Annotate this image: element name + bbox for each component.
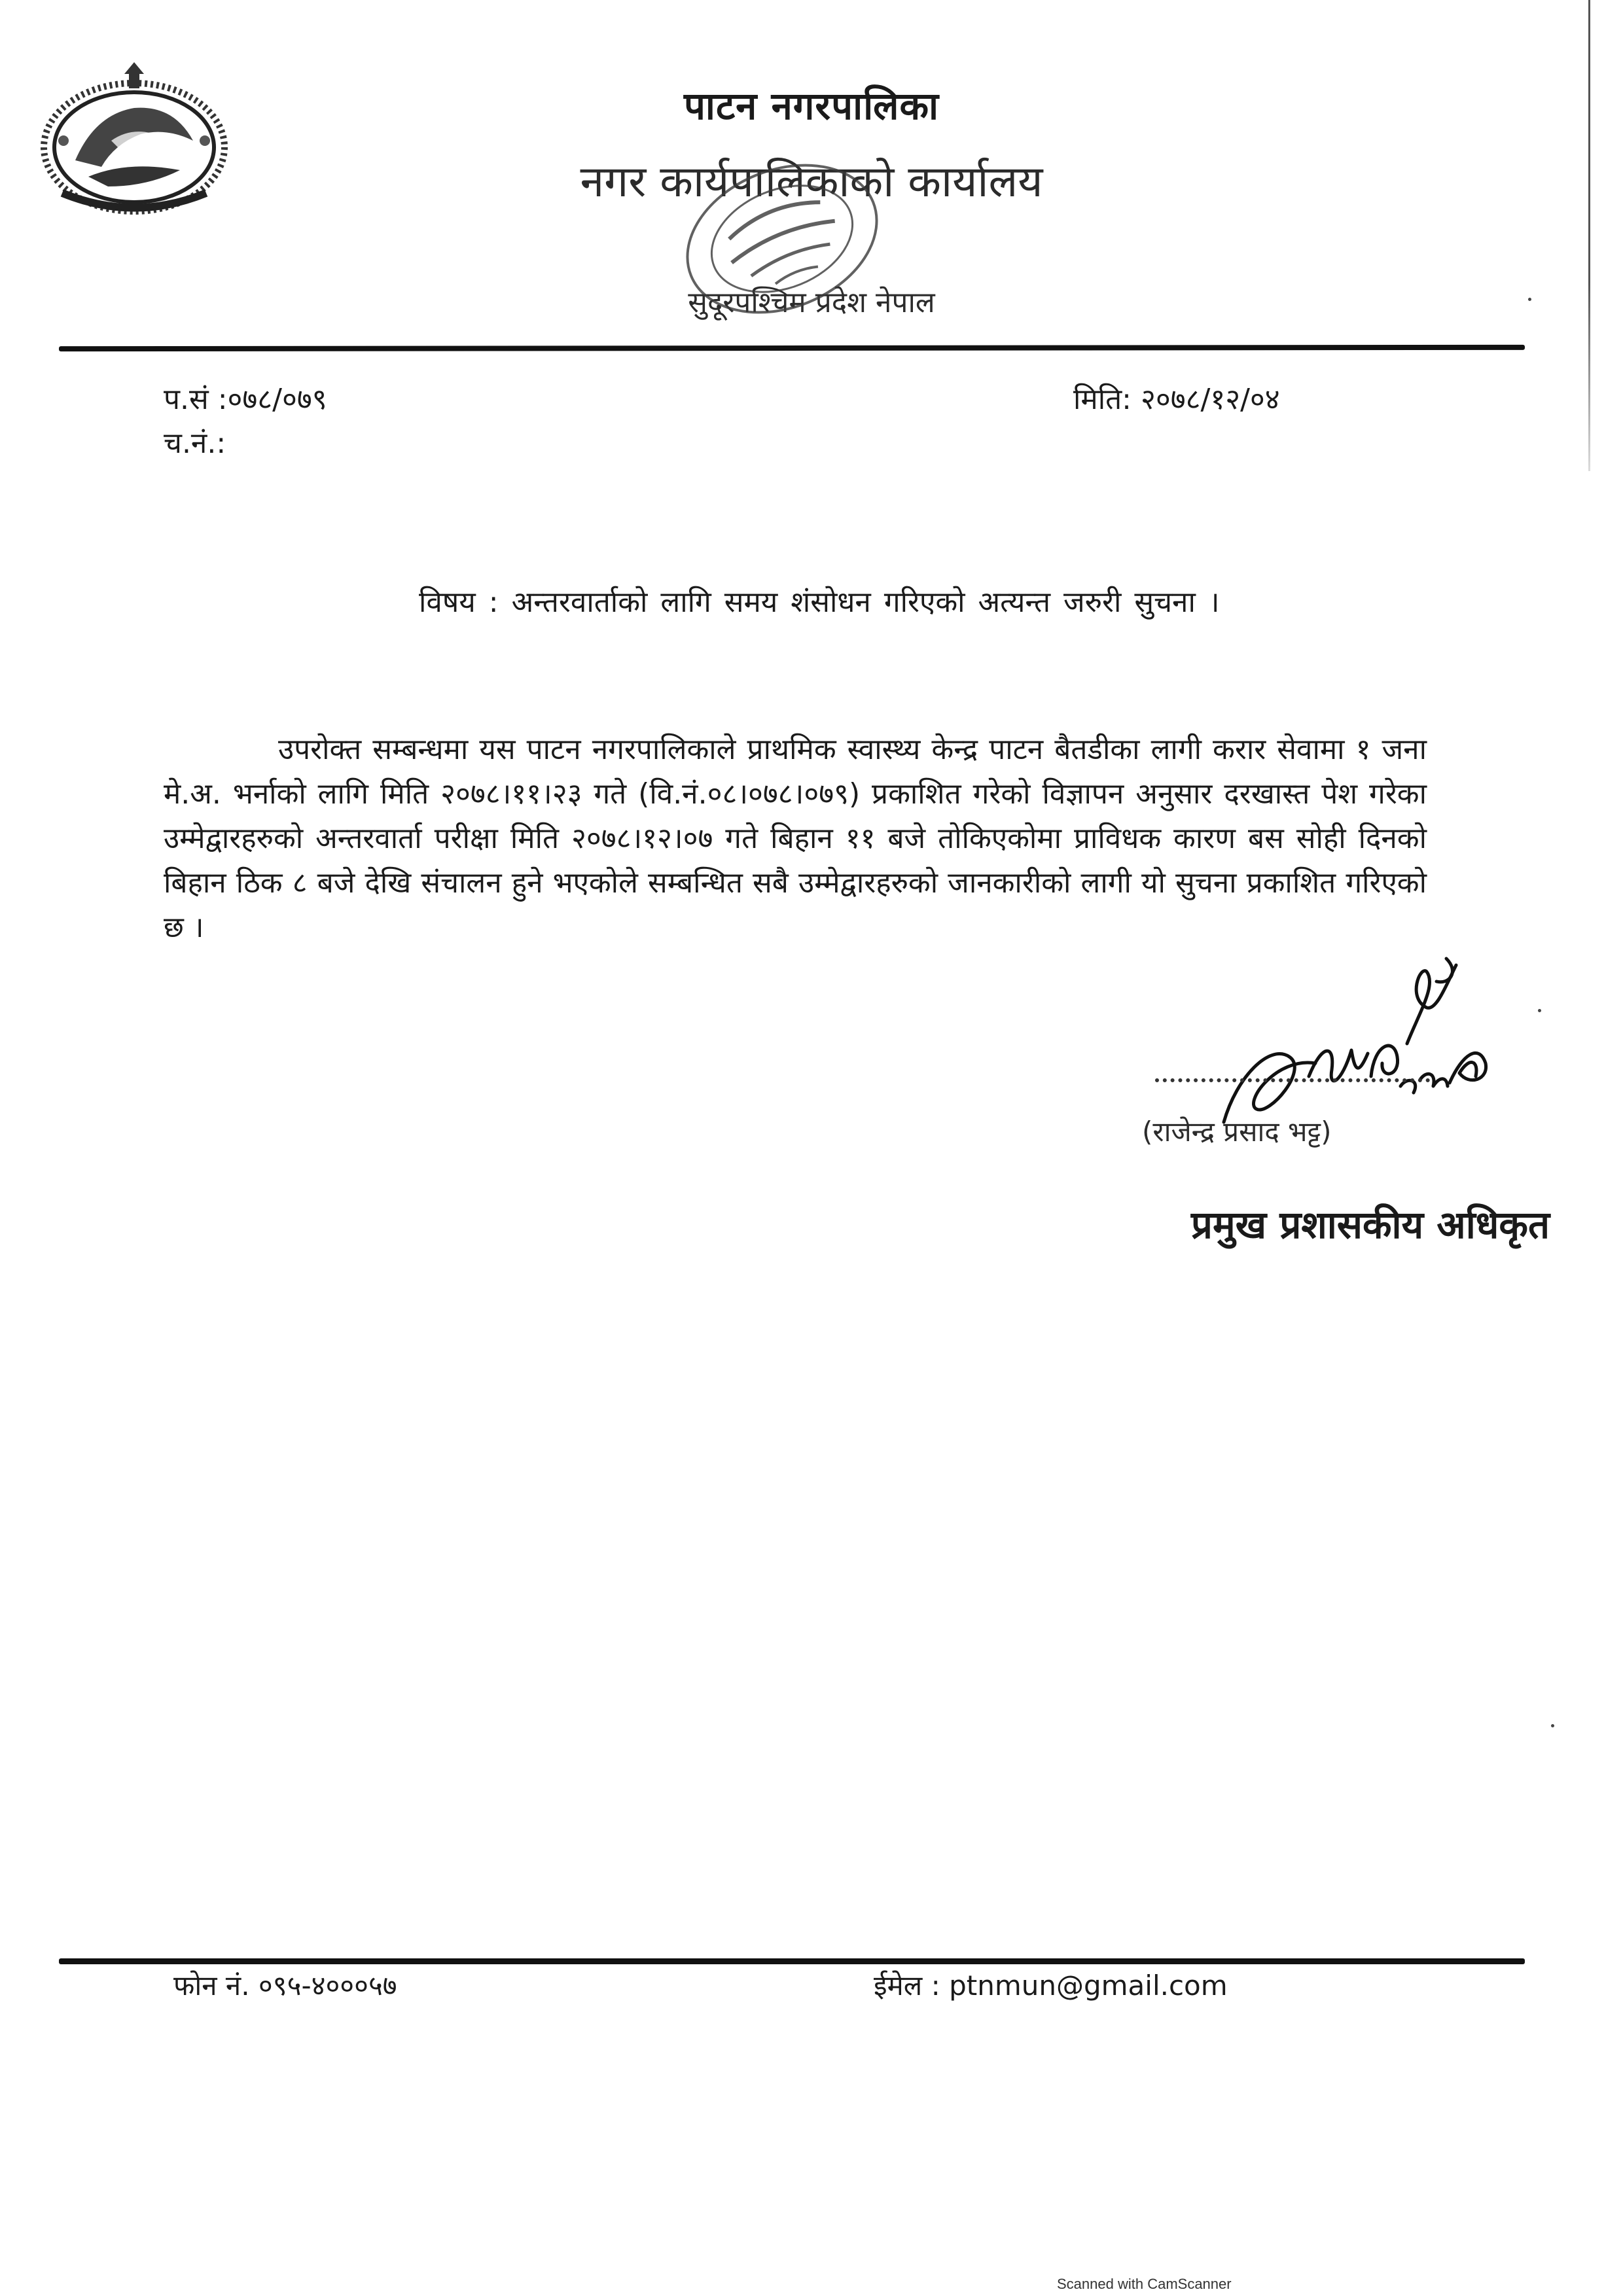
footer-email: ईमेल : ptnmun@gmail.com <box>874 1969 1228 2002</box>
handwritten-signature-icon <box>1211 945 1492 1135</box>
footer-divider <box>59 1958 1525 1964</box>
scan-speck <box>1528 298 1531 301</box>
office-name: नगर कार्यपालिकाको कार्यालय <box>580 156 1043 207</box>
letter-number: प.सं :०७८/०७९ <box>164 383 327 416</box>
letter-date: मिति: २०७८/१२/०४ <box>1073 383 1280 416</box>
municipality-name: पाटन नगरपालिका <box>683 84 940 128</box>
scan-speck <box>1538 1009 1541 1012</box>
signature-line <box>1155 1078 1430 1082</box>
notice-subject: विषय : अन्तरवार्ताको लागि समय शंसोधन गरिएको अत्यन्त जरुरी सुचना । <box>419 586 1220 619</box>
scan-speck <box>1551 1724 1554 1727</box>
signatory-name: (राजेन्द्र प्रसाद भट्ट) <box>1142 1116 1332 1148</box>
footer-phone: फोन नं. ०९५-४०००५७ <box>173 1969 397 2002</box>
scanner-watermark: Scanned with CamScanner <box>1057 2276 1232 2292</box>
dispatch-number: च.नं.: <box>164 427 226 460</box>
signatory-designation: प्रमुख प्रशासकीय अधिकृत <box>1191 1203 1550 1247</box>
office-address: सुदूरपश्चिम प्रदेश नेपाल <box>688 286 935 319</box>
header-divider <box>59 345 1525 351</box>
notice-body: उपरोक्त सम्बन्धमा यस पाटन नगरपालिकाले प्राथमिक स्वास्थ्य केन्द्र पाटन बैतडीका लागी करार सेवामा १ जना मे.अ. भर्नाको लागि मिति २०७८।११।२३ गते (वि.नं.०८।०७८।०७९) प्रकाशित गरेको विज्ञापन अनुसार दरखास्त पेश गरेका उम्मेद्वारहरुको अन्तरवार्ता परीक्षा मिति २०७८।१२।०७ गते बिहान ११ बजे तोकिएकोमा प्राविधक कारण बस सोही दिनको बिहान ठिक ८ बजे देखि संचालन हुने भएकोले सम्बन्धित सबै उम्मेद्वारहरुको जानकारीको लागी यो सुचना प्रकाशित गरिएको छ । <box>164 733 1427 944</box>
scan-edge-shadow <box>1588 0 1590 471</box>
